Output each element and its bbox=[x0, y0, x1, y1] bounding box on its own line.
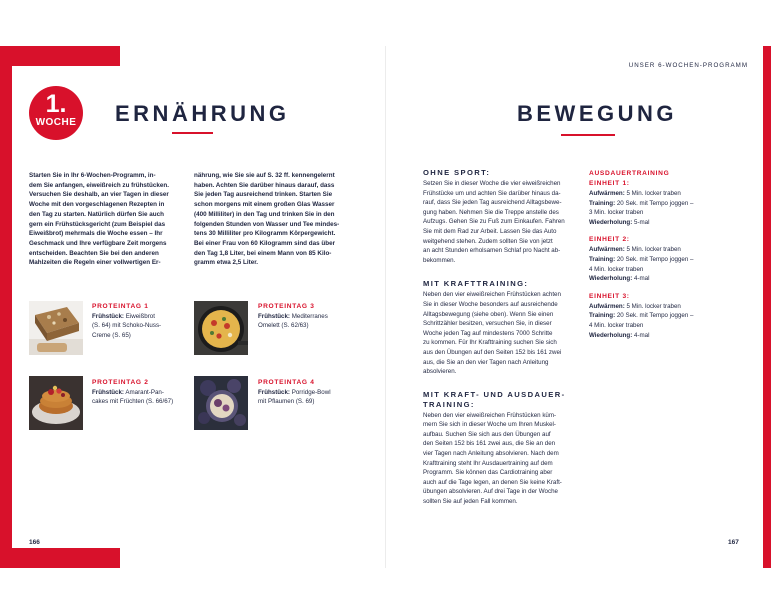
intro-line: Geschmack und Ihre verfügbare Zeit morgens bbox=[29, 239, 167, 247]
text-line: absolvieren. bbox=[423, 368, 457, 376]
protein-bread-photo bbox=[29, 301, 83, 355]
unit-title: EINHEIT 2: bbox=[589, 236, 630, 244]
unit-row bbox=[589, 208, 739, 218]
unit-title: EINHEIT 1: bbox=[589, 180, 630, 187]
unit-row bbox=[589, 199, 739, 209]
protein-day-line bbox=[92, 312, 188, 321]
text-line: Neben den vier eiweißreichen Frühstücken achten bbox=[423, 291, 561, 299]
ohne-sport-text bbox=[423, 179, 583, 265]
intro-line: gramm etwa 2,5 Liter. bbox=[194, 259, 259, 267]
right-red-bar-side bbox=[763, 46, 771, 568]
ohne-sport-heading: OHNE SPORT: bbox=[423, 168, 491, 177]
krafttraining-heading: MIT KRAFTTRAINING: bbox=[423, 279, 529, 289]
protein-day-2 bbox=[92, 378, 188, 407]
unit-row-label: Wiederholung: bbox=[589, 218, 633, 226]
text-line: Sie in dieser Woche besonders auf ausreichende bbox=[423, 300, 558, 308]
week-badge bbox=[29, 86, 83, 140]
krafttraining-text bbox=[423, 290, 583, 376]
text-line: aufbau. Suchen Sie sich aus den Übungen auf bbox=[423, 430, 551, 438]
protein-omelette-photo bbox=[194, 301, 248, 355]
text-line: Alltagsbewegung (siehe oben). Wenn Sie einen bbox=[423, 310, 554, 318]
text-line: sollten Sie auf jeden Fall kommen. bbox=[423, 498, 518, 506]
unit-row bbox=[589, 274, 739, 284]
week-number: 1. bbox=[45, 90, 67, 118]
text-line: aus den Übungen auf den Seiten 152 bis 161 zwei bbox=[423, 348, 562, 356]
protein-day-title: PROTEINTAG 4 bbox=[258, 379, 315, 386]
unit-row-label: Training: bbox=[589, 255, 616, 263]
protein-day-text: Mediterranes bbox=[291, 313, 328, 320]
text-line: gung haben. Nehmen Sie die Treppe anstelle des bbox=[423, 208, 559, 216]
intro-line: tens 30 Milliliter pro Kilogramm Körpergewicht. bbox=[194, 230, 336, 238]
text-line: aus, die Sie an den vier Tagen nach Anleitung bbox=[423, 358, 549, 366]
intro-line: Starten Sie in Ihr 6-Wochen-Programm, in- bbox=[29, 172, 156, 179]
text-line: Neben den vier eiweißreichen Frühstücken küm- bbox=[423, 411, 557, 419]
unit-row-text: 20 Sek. mit Tempo joggen – bbox=[616, 199, 694, 207]
left-red-bar-side bbox=[0, 46, 12, 568]
intro-line: Versuchen Sie deshalb, an vier Tagen in dieser bbox=[29, 191, 169, 199]
intro-column-1 bbox=[29, 171, 187, 268]
unit-row bbox=[589, 218, 739, 228]
text-line: Frühstücke um und achten Sie darüber hinaus da- bbox=[423, 189, 561, 197]
text-line: rauf, dass Sie jeden Tag ausreichend Alltagsbewe- bbox=[423, 199, 562, 207]
page-number-right: 167 bbox=[728, 539, 739, 546]
unit-row-label: Aufwärmen: bbox=[589, 190, 625, 197]
protein-day-text: Porridge-Bowl bbox=[291, 389, 331, 396]
right-title: BEWEGUNG bbox=[517, 101, 677, 126]
protein-porridge-photo bbox=[194, 376, 248, 430]
unit-row-text: 5-mal bbox=[634, 218, 650, 226]
protein-day-title: PROTEINTAG 3 bbox=[258, 303, 315, 310]
text-line: Setzen Sie in dieser Woche die vier eiweißreichen bbox=[423, 180, 561, 187]
intro-line: folgenden Stunden von Wasser und Tee mindes- bbox=[194, 220, 340, 228]
text-line: weitgehend stehen. Zudem sollten Sie von jetzt bbox=[423, 237, 553, 245]
unit-1-rows bbox=[589, 189, 739, 227]
text-line: Aufzugs. Gehen Sie zu Fuß zum Einkaufen. Fahren bbox=[423, 218, 565, 226]
unit-row bbox=[589, 245, 739, 255]
page-spine bbox=[385, 46, 386, 568]
unit-row-label: Wiederholung: bbox=[589, 331, 633, 339]
right-title-underline bbox=[561, 134, 615, 136]
heading-line: TRAINING: bbox=[423, 399, 475, 409]
protein-day-line: Creme (S. 65) bbox=[92, 331, 131, 339]
protein-day-label: Frühstück: bbox=[92, 313, 124, 320]
unit-row bbox=[589, 302, 739, 312]
intro-line: haben. Achten Sie darüber hinaus darauf, dass bbox=[194, 181, 335, 189]
unit-2-rows bbox=[589, 245, 739, 283]
unit-row-text: 4-mal bbox=[634, 331, 650, 339]
intro-line: Bei einer Frau von 60 Kilogramm sind das über bbox=[194, 239, 336, 247]
text-line: Schrittzähler besitzen, versuchen Sie, in dieser bbox=[423, 320, 552, 328]
week-label: WOCHE bbox=[35, 117, 77, 128]
unit-row-text: 5 Min. locker traben bbox=[626, 302, 681, 310]
text-line: auch auf die Tage legen, an denen Sie keine Kraft- bbox=[423, 478, 562, 486]
protein-day-line: mit Pflaumen (S. 69) bbox=[258, 398, 315, 406]
unit-row-label: Training: bbox=[589, 312, 616, 320]
text-line: an acht Stunden erholsamen Schlaf pro Nacht ab- bbox=[423, 247, 561, 255]
protein-day-line bbox=[92, 388, 188, 397]
protein-day-label: Frühstück: bbox=[258, 389, 290, 396]
protein-day-label: Frühstück: bbox=[258, 313, 290, 320]
intro-line: nährung, wie Sie sie auf S. 32 ff. kennengelernt bbox=[194, 172, 335, 179]
protein-day-text: Amarant-Pan- bbox=[125, 389, 164, 396]
text-line: bekommen. bbox=[423, 256, 456, 264]
unit-row bbox=[589, 331, 739, 341]
protein-day-title: PROTEINTAG 1 bbox=[92, 303, 149, 310]
unit-row-text: 3 Min. locker traben bbox=[589, 209, 644, 217]
unit-row bbox=[589, 265, 739, 275]
heading-line: MIT KRAFT- UND AUSDAUER- bbox=[423, 389, 566, 399]
intro-column-2 bbox=[194, 171, 354, 268]
left-title-underline bbox=[172, 132, 213, 134]
unit-row-text: 20 Sek. mit Tempo joggen – bbox=[616, 255, 694, 263]
unit-row bbox=[589, 321, 739, 331]
unit-title: EINHEIT 3: bbox=[589, 292, 630, 300]
intro-line: schon morgens mit einem großen Glas Wasser bbox=[194, 201, 335, 209]
text-line: Woche jeden Tag auf mindestens 7000 Schritte bbox=[423, 329, 553, 337]
text-line: den Seiten 152 bis 161 zwei aus, die Sie an den bbox=[423, 440, 556, 448]
text-line: zu kommen. Für Ihr Krafttraining suchen Sie sich bbox=[423, 339, 557, 347]
left-title: ERNÄHRUNG bbox=[115, 101, 290, 126]
text-line: übungen absolvieren. Auf drei Tage in der Woche bbox=[423, 488, 558, 496]
intro-line: gern ein Frühstücksgericht (zum Beispiel das bbox=[29, 220, 166, 228]
unit-row-text: 20 Sek. mit Tempo joggen – bbox=[616, 312, 694, 320]
unit-row-text: 4 Min. locker traben bbox=[589, 321, 644, 329]
running-title: UNSER 6-WOCHEN-PROGRAMM bbox=[628, 62, 748, 69]
unit-row-text: 5 Min. locker traben bbox=[626, 190, 681, 197]
protein-pancakes-photo bbox=[29, 376, 83, 430]
unit-row-label: Aufwärmen: bbox=[589, 302, 625, 310]
ausdauer-heading: AUSDAUERTRAINING bbox=[589, 170, 670, 177]
text-line: Krafttraining steht Ihr Ausdauertraining auf dem bbox=[423, 459, 553, 467]
unit-row-label: Training: bbox=[589, 199, 616, 207]
unit-row bbox=[589, 311, 739, 321]
unit-row-label: Wiederholung: bbox=[589, 275, 633, 283]
kraft-ausdauer-heading bbox=[423, 390, 583, 410]
intro-line: Sie jeden Tag ausreichend trinken. Starten Sie bbox=[194, 191, 333, 199]
protein-day-line: cakes mit Früchten (S. 66/67) bbox=[92, 398, 174, 406]
protein-day-line: (S. 64) mit Schoko-Nuss- bbox=[92, 322, 162, 330]
intro-line: den Tag 1,8 Liter, bei einem Mann von 85 Kilo- bbox=[194, 249, 332, 257]
protein-day-text: Eiweißbrot bbox=[125, 313, 155, 320]
unit-row-text: 5 Min. locker traben bbox=[626, 246, 681, 254]
movement-column bbox=[423, 168, 583, 507]
unit-row-label: Aufwärmen: bbox=[589, 246, 625, 254]
protein-day-line bbox=[258, 312, 354, 321]
kraft-ausdauer-text bbox=[423, 411, 583, 507]
left-red-bar-top bbox=[0, 46, 120, 66]
protein-day-1 bbox=[92, 302, 188, 340]
protein-day-3 bbox=[258, 302, 354, 331]
intro-line: den Tag zu starten. Natürlich dürfen Sie auch bbox=[29, 210, 164, 218]
page-number-left: 166 bbox=[29, 539, 40, 546]
intro-line: (400 Milliliter) in den Tag und trinken Sie in den bbox=[194, 210, 335, 218]
text-line: Sie mit dem Rad zur Arbeit. Lassen Sie das Auto bbox=[423, 227, 557, 235]
protein-day-4 bbox=[258, 378, 354, 407]
protein-day-line: Omelett (S. 62/63) bbox=[258, 322, 309, 330]
intro-line: dem Sie anfangen, eiweißreich zu frühstücken. bbox=[29, 181, 169, 189]
intro-line: Mahlzeiten die Regeln einer vollwertigen Er- bbox=[29, 259, 161, 267]
intro-line: entscheiden. Beachten Sie bei den anderen bbox=[29, 249, 159, 257]
unit-row bbox=[589, 189, 739, 199]
left-red-bar-bottom bbox=[0, 548, 120, 568]
unit-3-rows bbox=[589, 302, 739, 340]
text-line: mern Sie sich in dieser Woche um Ihren Muskel- bbox=[423, 421, 556, 429]
intro-line: Eiweißbrot) mehrmals die Woche essen – Ihr bbox=[29, 230, 163, 238]
unit-row bbox=[589, 255, 739, 265]
unit-row-text: 4-mal bbox=[634, 275, 650, 283]
intro-line: Woche mit den vorgeschlagenen Rezepten in bbox=[29, 201, 165, 209]
unit-row-text: 4 Min. locker traben bbox=[589, 265, 644, 273]
ausdauer-column bbox=[589, 169, 739, 340]
text-line: vier Tagen nach Anleitung absolvieren. Nach dem bbox=[423, 450, 559, 458]
text-line: Programm. Sie können das Cardiotraining aber bbox=[423, 469, 553, 477]
protein-day-label: Frühstück: bbox=[92, 389, 124, 396]
protein-day-line bbox=[258, 388, 354, 397]
protein-day-title: PROTEINTAG 2 bbox=[92, 379, 149, 386]
